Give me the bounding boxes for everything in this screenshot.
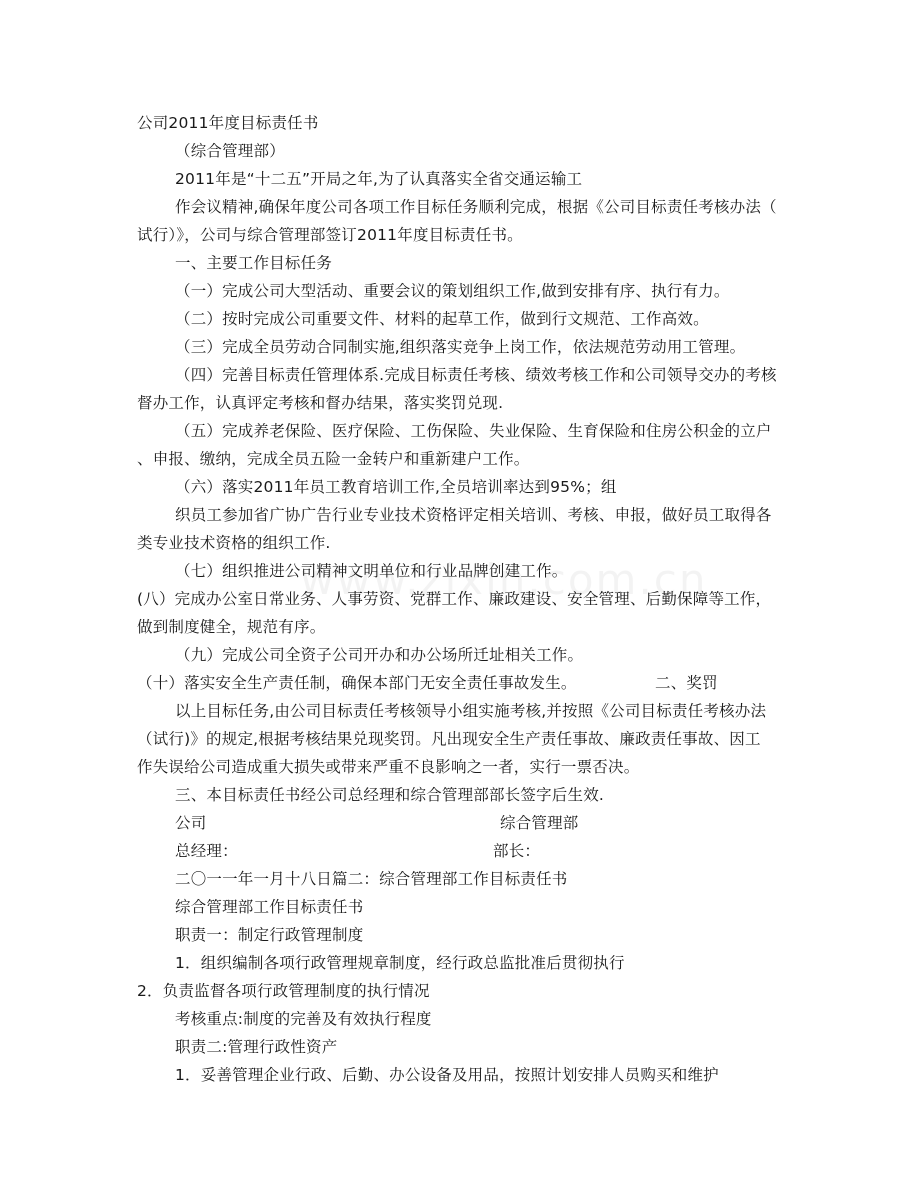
section-title: 综合管理部工作目标责任书	[175, 898, 364, 916]
list-item-continued: 、申报、缴纳，完成全员五险一金转户和重新建户工作。	[137, 450, 530, 468]
list-item: （二）按时完成公司重要文件、材料的起草工作，做到行文规范、工作高效。	[175, 310, 709, 328]
section-heading: 三、本目标责任书经公司总经理和综合管理部部长签字后生效.	[175, 786, 605, 804]
list-item: (八）完成办公室日常业务、人事劳资、党群工作、廉政建设、安全管理、后勤保障等工作，	[137, 590, 772, 608]
signature-gm-label: 总经理：	[175, 842, 238, 860]
section-heading: 二、奖罚	[655, 674, 718, 692]
section-heading: 一、主要工作目标任务	[175, 254, 333, 272]
date-line: 二〇一一年一月十八日篇二：综合管理部工作目标责任书	[175, 870, 568, 888]
paragraph-line: 以上目标任务,由公司目标责任考核领导小组实施考核,并按照《公司目标责任考核办法	[175, 702, 767, 720]
list-item: （十）落实安全生产责任制，确保本部门无安全责任事故发生。	[137, 674, 577, 692]
signature-company-label: 公司	[175, 814, 207, 832]
signature-department-label: 综合管理部	[500, 814, 579, 832]
doc-subtitle: （综合管理部）	[175, 142, 285, 160]
doc-title: 公司2011年度目标责任书	[137, 114, 319, 132]
paragraph-line: （试行)》的规定,根据考核结果兑现奖罚。凡出现安全生产责任事故、廉政责任事故、因工	[137, 730, 761, 748]
list-item-continued: 类专业技术资格的组织工作.	[137, 534, 331, 552]
list-item-continued: 织员工参加省广协广告行业专业技术资格评定相关培训、考核、申报，做好员工取得各	[175, 506, 772, 524]
paragraph-line: 2011年是“十二五”开局之年,为了认真落实全省交通运输工	[175, 170, 583, 188]
assessment-focus: 考核重点:制度的完善及有效执行程度	[175, 1010, 432, 1028]
list-item: （五）完成养老保险、医疗保险、工伤保险、失业保险、生育保险和住房公积金的立户	[175, 422, 772, 440]
list-item-continued: 督办工作，认真评定考核和督办结果，落实奖罚兑现.	[137, 394, 504, 412]
signature-director-label: 部长：	[493, 842, 541, 860]
paragraph-line: 试行）》，公司与综合管理部签订2011年度目标责任书。	[137, 226, 523, 244]
list-item: （一）完成公司大型活动、重要会议的策划组织工作,做到安排有序、执行有力。	[175, 282, 730, 300]
paragraph-line: 作会议精神,确保年度公司各项工作目标任务顺利完成，根据《公司目标责任考核办法（	[175, 198, 777, 216]
duty-item: 2．负责监督各项行政管理制度的执行情况	[137, 982, 430, 1000]
list-item: （九）完成公司全资子公司开办和办公场所迁址相关工作。	[175, 646, 584, 664]
list-item: （七）组织推进公司精神文明单位和行业品牌创建工作。	[175, 562, 568, 580]
list-item: （四）完善目标责任管理体系.完成目标责任考核、绩效考核工作和公司领导交办的考核	[175, 366, 777, 384]
duty-item: 1．组织编制各项行政管理规章制度，经行政总监批准后贯彻执行	[175, 954, 625, 972]
paragraph-line: 作失误给公司造成重大损失或带来严重不良影响之一者，实行一票否决。	[137, 758, 640, 776]
list-item-continued: 做到制度健全，规范有序。	[137, 618, 326, 636]
duty-heading: 职责一：制定行政管理制度	[175, 926, 364, 944]
list-item: （六）落实2011年员工教育培训工作,全员培训率达到95%；组	[175, 478, 617, 496]
duty-heading: 职责二:管理行政性资产	[175, 1038, 338, 1056]
duty-item: 1．妥善管理企业行政、后勤、办公设备及用品，按照计划安排人员购买和维护	[175, 1066, 719, 1084]
list-item: （三）完成全员劳动合同制实施,组织落实竞争上岗工作，依法规范劳动用工管理。	[175, 338, 746, 356]
